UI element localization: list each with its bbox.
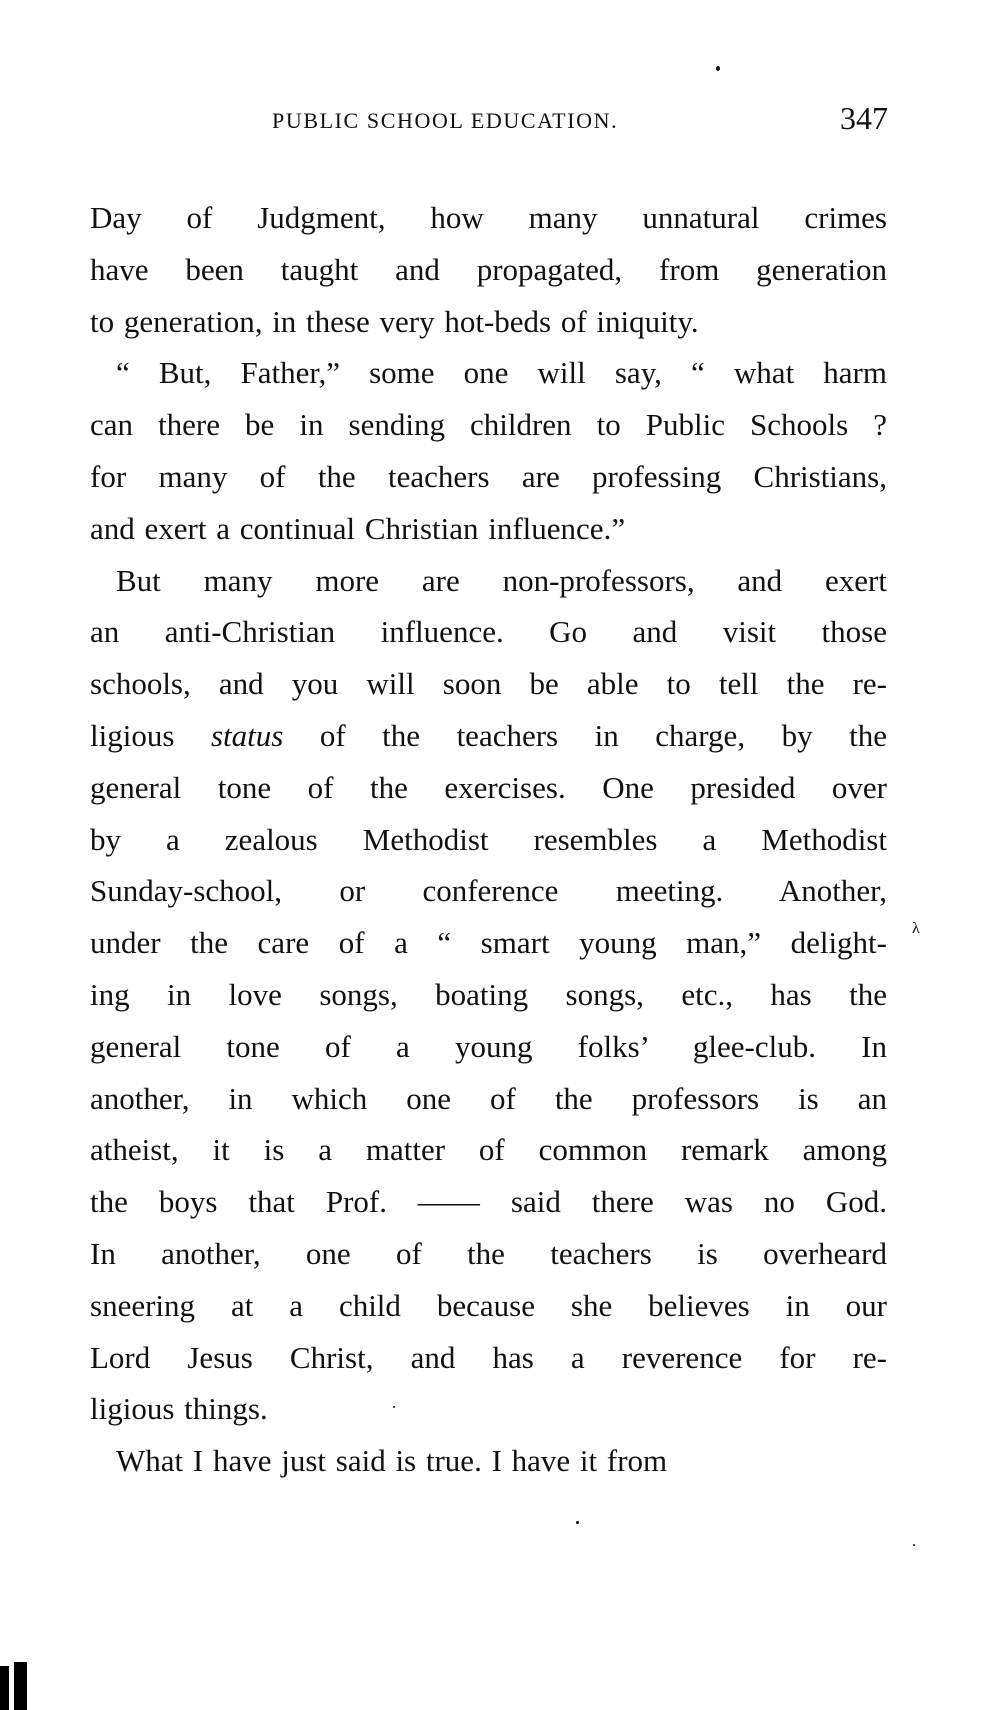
text-line: Day of Judgment, how many unnatural crimes	[90, 200, 887, 235]
running-head	[272, 100, 888, 140]
text-line: schools, and you will soon be able to tell the re-	[90, 666, 887, 702]
paragraph	[90, 347, 887, 554]
text-line: Lord Jesus Christ, and has a reverence for re-	[90, 1339, 887, 1375]
scan-edge-marks	[0, 1662, 32, 1710]
text-line: In another, one of the teachers is overheard	[90, 1235, 887, 1271]
text-line: an anti-Christian influence. Go and visit those	[90, 614, 887, 650]
text-line: general tone of a young folks’ glee-club. In	[90, 1028, 887, 1064]
text-line: “ But, Father,” some one will say, “ what harm	[116, 355, 887, 391]
text-line: to generation, in these very hot-beds of iniquity.	[90, 303, 699, 339]
paragraph	[90, 555, 887, 1436]
text-line: Sunday-school, or conference meeting. Another,	[90, 873, 887, 909]
page-number: 347	[840, 100, 888, 136]
text-segment: ligious	[90, 717, 211, 753]
text-line: What I have just said is true. I have it from	[116, 1443, 668, 1479]
scan-speck	[716, 66, 720, 71]
paragraph	[90, 1435, 887, 1487]
text-line: sneering at a child because she believes in our	[90, 1287, 887, 1323]
text-line	[90, 710, 887, 762]
text-line: can there be in sending children to Public Schools ?	[90, 407, 887, 443]
text-line: for many of the teachers are professing Christians,	[90, 458, 887, 494]
paragraph	[90, 192, 887, 347]
italic-word: status	[210, 717, 284, 753]
text-line: by a zealous Methodist resembles a Methodist	[90, 821, 887, 857]
margin-mark: λ	[912, 920, 920, 937]
text-line: under the care of a “ smart young man,” delight-	[90, 925, 887, 961]
body-text	[90, 192, 887, 1487]
text-line: general tone of the exercises. One presided over	[90, 769, 887, 805]
text-line: and exert a continual Christian influence.”	[90, 510, 626, 546]
text-line: another, in which one of the professors is an	[90, 1080, 887, 1116]
text-line: ing in love songs, boating songs, etc., has the	[90, 976, 887, 1012]
scan-speck	[913, 1544, 915, 1546]
text-line: the boys that Prof. —— said there was no God.	[90, 1184, 887, 1220]
text-segment: of the teachers in charge, by the	[283, 717, 887, 753]
scan-speck	[576, 1521, 579, 1524]
text-line: have been taught and propagated, from generation	[90, 251, 887, 287]
text-line: atheist, it is a matter of common remark among	[90, 1132, 887, 1168]
text-line: ligious things.	[90, 1391, 268, 1427]
running-head-title: PUBLIC SCHOOL EDUCATION.	[272, 108, 619, 133]
text-line: But many more are non-professors, and exert	[116, 562, 887, 598]
